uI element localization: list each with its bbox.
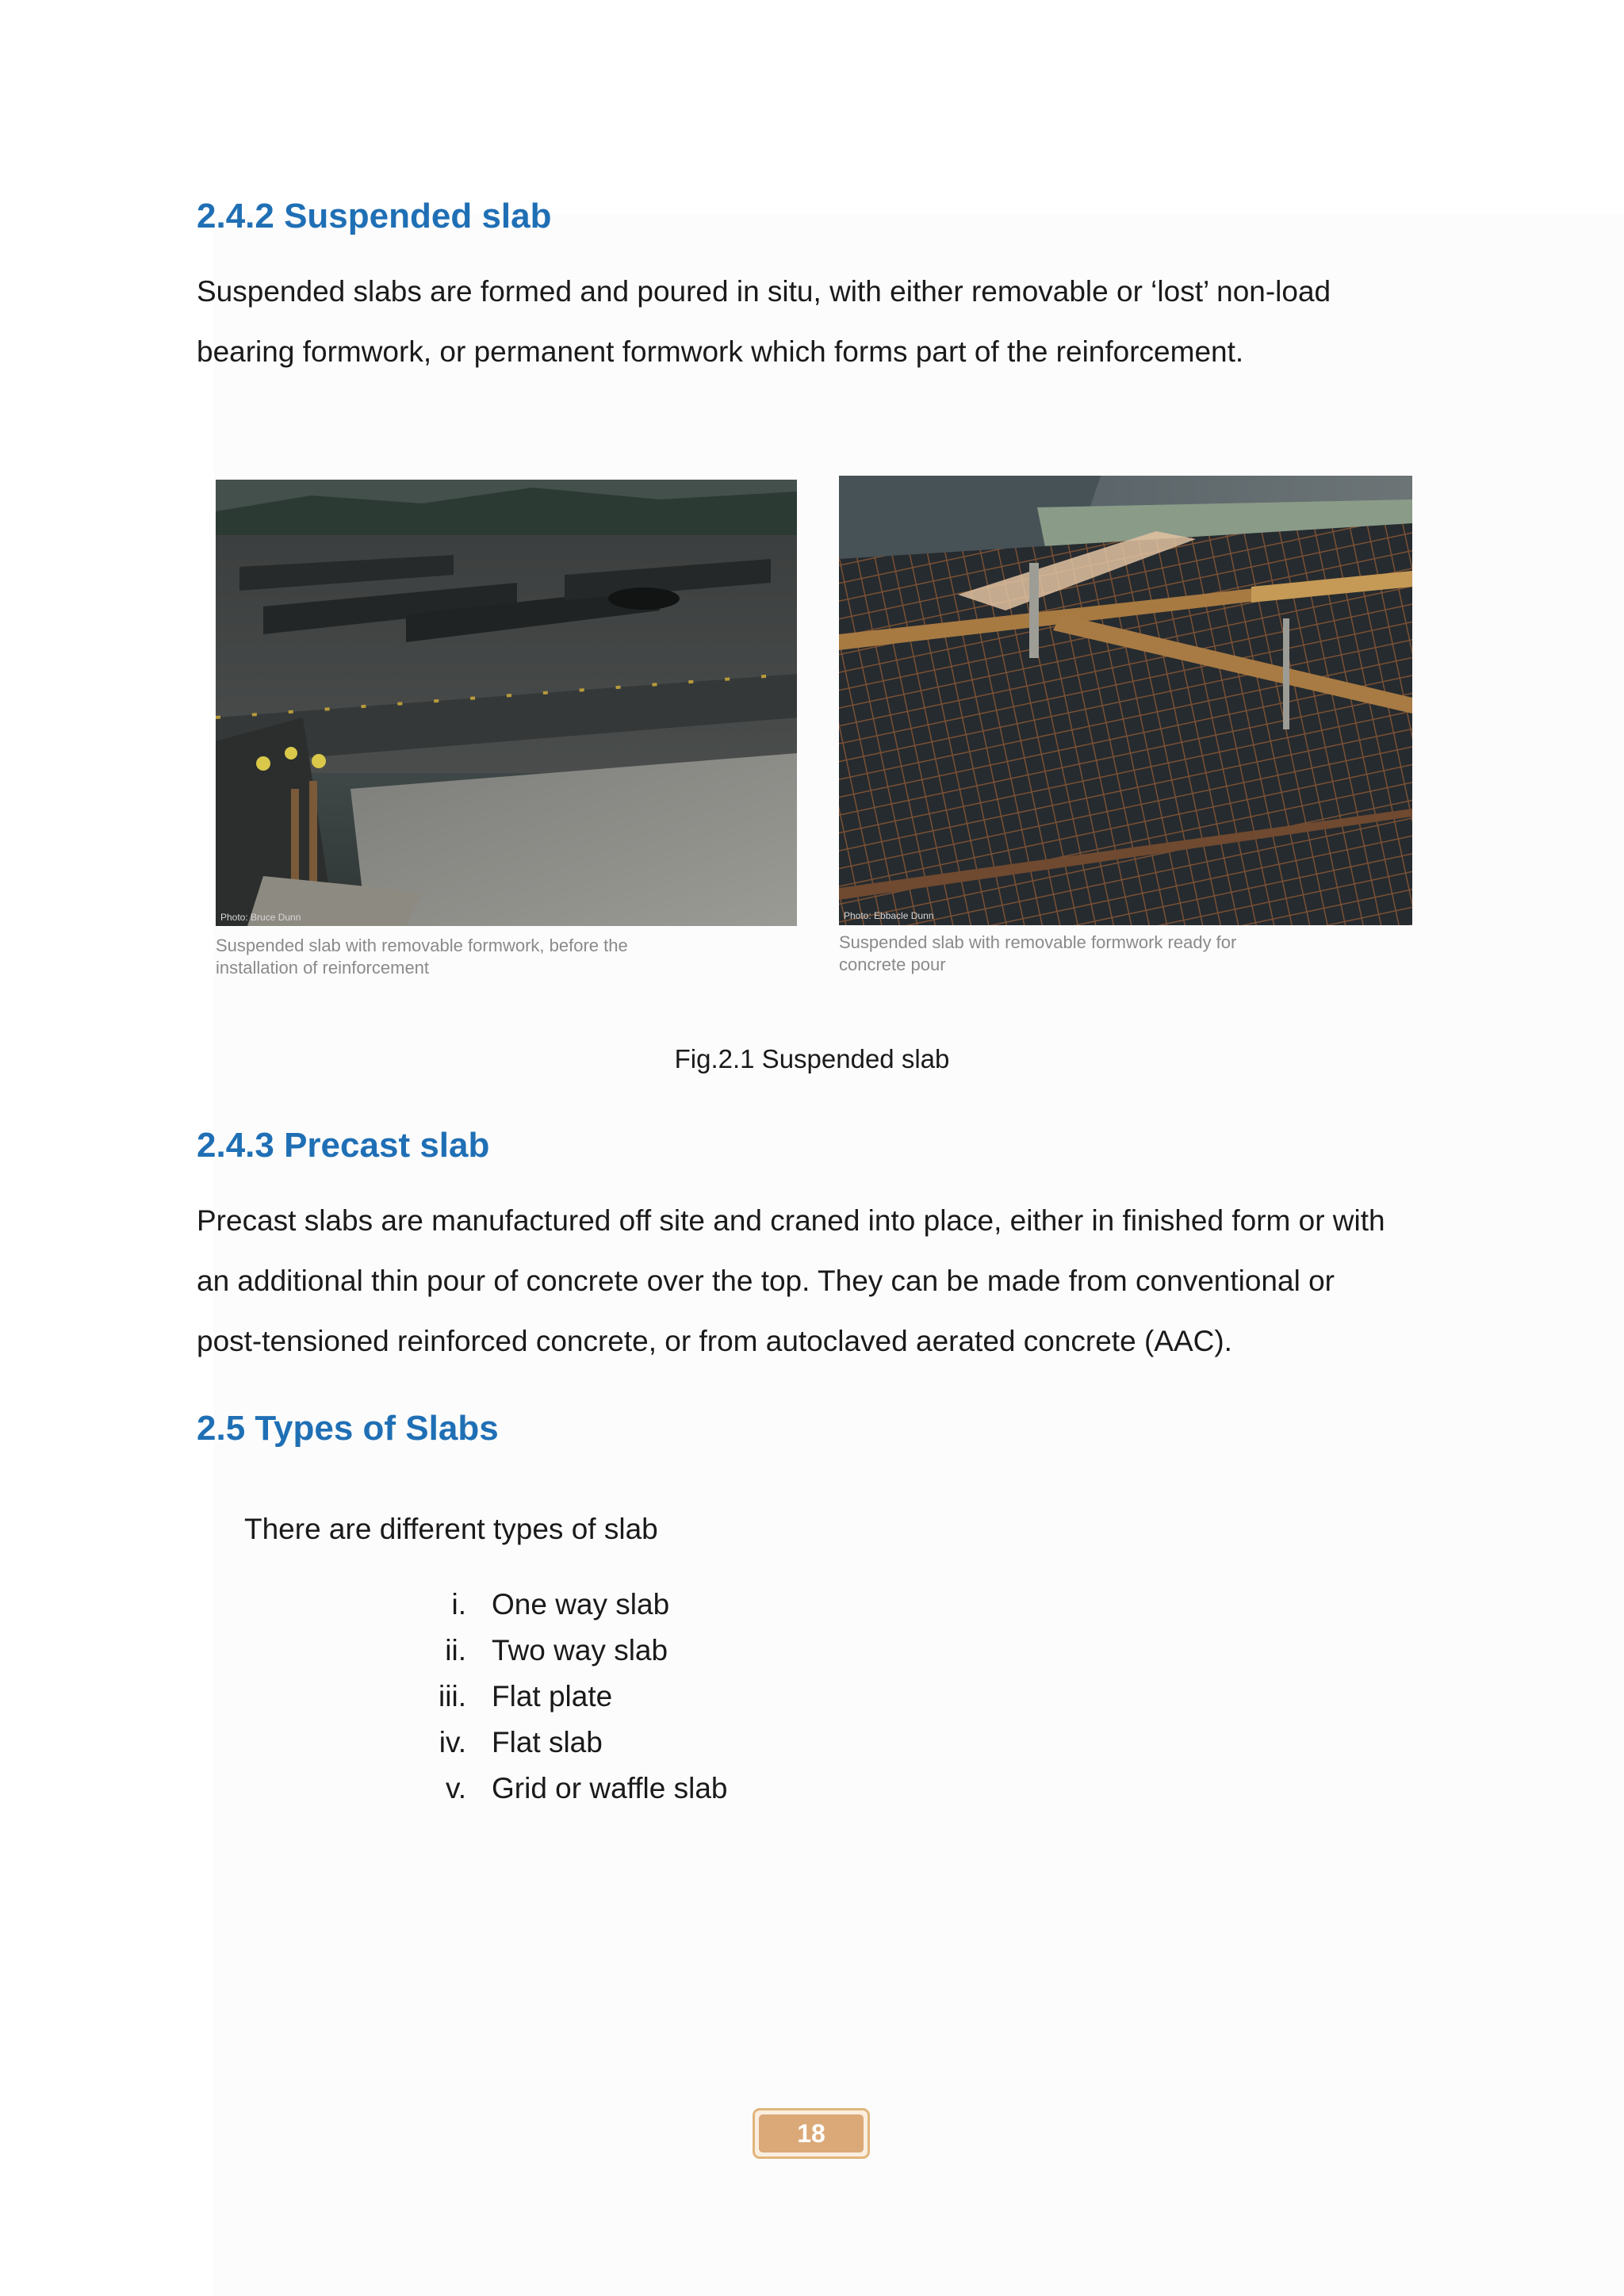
section-heading-precast-slab: 2.4.3 Precast slab	[197, 1126, 490, 1165]
slab-types-list	[412, 1582, 728, 1812]
list-item-label: Two way slab	[492, 1634, 668, 1667]
paragraph-line: bearing formwork, or permanent formwork which forms part of the reinforcement.	[197, 335, 1244, 368]
section-heading-types-of-slabs: 2.5 Types of Slabs	[197, 1409, 499, 1448]
photo-credit: Photo: Bruce Dunn	[220, 912, 301, 923]
figure-caption: Fig.2.1 Suspended slab	[674, 1044, 950, 1073]
page-number: 18	[759, 2114, 864, 2152]
list-numeral: v.	[445, 1772, 466, 1804]
list-numeral: iii.	[439, 1680, 466, 1712]
list-item	[412, 1674, 728, 1720]
photo-caption-right	[839, 932, 1236, 976]
list-numeral: i.	[451, 1588, 466, 1621]
paragraph-line: Precast slabs are manufactured off site and craned into place, either in finished form or with	[197, 1204, 1385, 1237]
photo-credit: Photo: Ebbacle Dunn	[844, 910, 934, 921]
paragraph-precast-slab	[197, 1191, 1385, 1372]
photo-caption-left	[216, 935, 628, 979]
list-item-label: One way slab	[492, 1588, 670, 1621]
types-intro: There are different types of slab	[244, 1513, 658, 1545]
list-item	[412, 1628, 728, 1674]
page-number-badge	[753, 2108, 870, 2159]
list-item	[412, 1766, 728, 1812]
photo-formwork-before-reinforcement	[216, 480, 797, 926]
paragraph-line: post-tensioned reinforced concrete, or from autoclaved aerated concrete (AAC).	[197, 1325, 1232, 1357]
list-item	[412, 1582, 728, 1628]
list-item-label: Flat slab	[492, 1726, 603, 1758]
photo-caption-line: installation of reinforcement	[216, 958, 430, 978]
section-heading-suspended-slab: 2.4.2 Suspended slab	[197, 197, 552, 235]
photo-formwork-ready-for-pour	[839, 476, 1412, 925]
list-numeral: ii.	[445, 1634, 466, 1667]
list-item	[412, 1720, 728, 1766]
photo-caption-line: Suspended slab with removable formwork, before the	[216, 936, 628, 955]
paragraph-line: an additional thin pour of concrete over the top. They can be made from conventional or	[197, 1265, 1335, 1297]
paragraph-suspended-slab	[197, 262, 1331, 382]
list-numeral: iv.	[439, 1726, 466, 1758]
photo-caption-line: concrete pour	[839, 955, 946, 974]
list-item-label: Grid or waffle slab	[492, 1772, 728, 1804]
paragraph-line: Suspended slabs are formed and poured in situ, with either removable or ‘lost’ non-load	[197, 275, 1331, 308]
list-item-label: Flat plate	[492, 1680, 613, 1712]
photo-caption-line: Suspended slab with removable formwork ready for	[839, 932, 1237, 952]
